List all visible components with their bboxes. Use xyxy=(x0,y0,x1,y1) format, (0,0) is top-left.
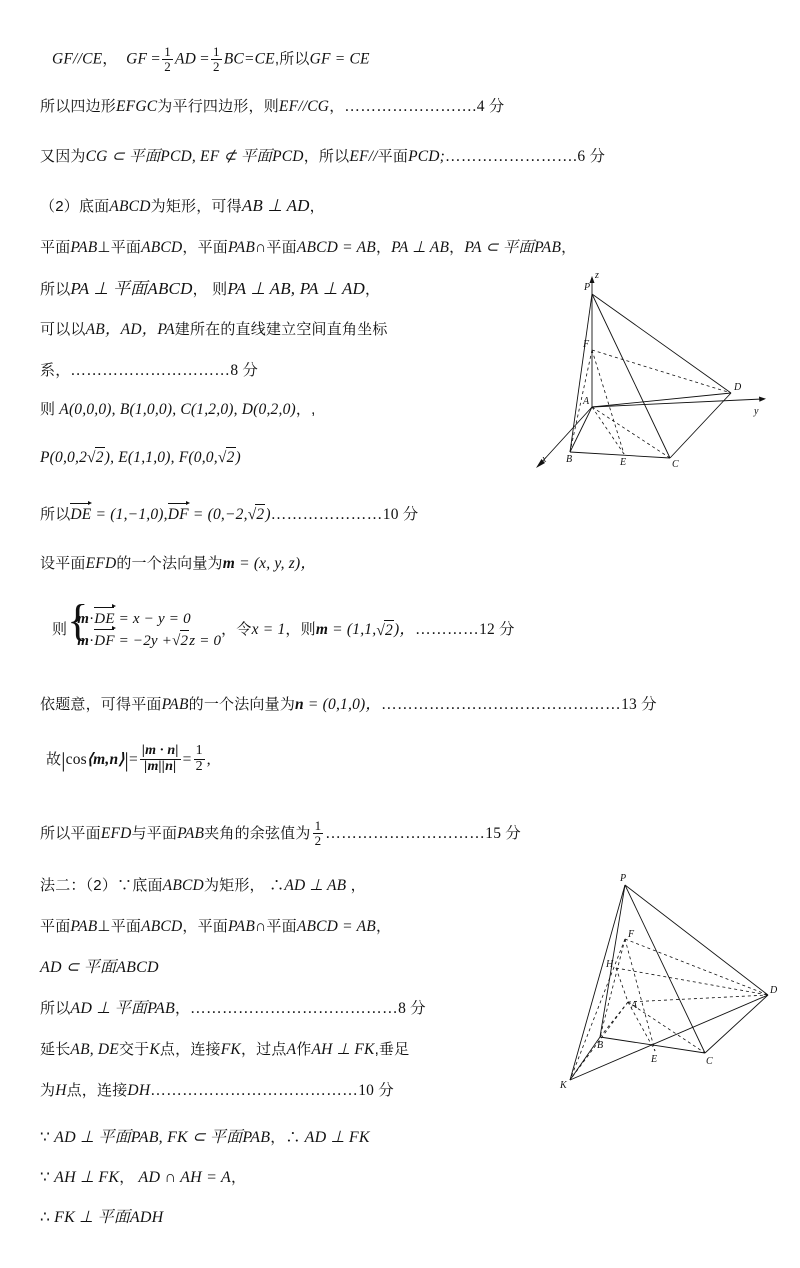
text-span: 系， xyxy=(40,362,71,379)
text-span: （2）底面 xyxy=(40,198,110,215)
text-span: PAB xyxy=(70,918,98,935)
text-span: GF = CE xyxy=(309,50,370,68)
text-span: A xyxy=(286,1041,297,1058)
solution-line-20 xyxy=(40,999,426,1019)
text-span: 依题意，可得平面 xyxy=(40,696,162,713)
text-span: = xyxy=(200,50,210,68)
text-span: ABCD xyxy=(109,198,151,215)
axis-label-x: x xyxy=(542,454,547,465)
fraction-half-answer: $\frac{1}{2}$ xyxy=(314,818,322,848)
text-span: ) xyxy=(235,449,241,466)
figure-1-svg xyxy=(500,262,780,492)
text-span: P(0,0,2 xyxy=(40,449,88,466)
text-span: BC xyxy=(223,50,244,68)
text-span: 所以 xyxy=(40,506,71,523)
leader-dots: ……………………. xyxy=(445,148,578,165)
text-span: ，∴ xyxy=(270,1129,301,1146)
text-span: AD ⊥ AB xyxy=(284,877,347,894)
figure-2 xyxy=(500,865,780,1105)
point-label-F: F xyxy=(583,339,590,350)
text-span: 为 xyxy=(40,1082,56,1099)
text-span: AB, DE xyxy=(70,1041,119,1058)
text-span: ， xyxy=(561,239,577,256)
text-span: 设平面 xyxy=(40,555,86,572)
score-mark: 8 分 xyxy=(230,362,259,379)
text-span: x = 1 xyxy=(251,621,286,638)
solution-line-10 xyxy=(40,447,241,468)
leader-dots: ……………………………………… xyxy=(381,696,622,713)
text-span: ⊥平面 xyxy=(97,239,142,256)
solution-line-21 xyxy=(40,1040,409,1060)
text-span: ABCD xyxy=(141,918,183,935)
text-span: m xyxy=(222,555,236,572)
text-span: = (0,1,0)， xyxy=(303,696,382,713)
sqrt-2: √2 xyxy=(87,449,104,466)
text-span: ， xyxy=(346,877,366,894)
point-label-H: H xyxy=(606,959,614,970)
solution-line-18 xyxy=(40,917,391,937)
text-span: FK ⊥ 平面ADH xyxy=(54,1209,164,1226)
text-span: 点，连接 xyxy=(66,1082,128,1099)
point-label-A: A xyxy=(631,1000,638,1011)
text-span: 平面 xyxy=(266,239,297,256)
text-span: ，平面 xyxy=(182,918,228,935)
score-mark: 8 分 xyxy=(398,1000,426,1017)
text-span: n xyxy=(295,696,304,713)
point-label-K: K xyxy=(560,1080,567,1091)
text-span: 则 xyxy=(40,401,56,418)
leader-dots: ………………………… xyxy=(70,362,231,379)
solution-line-24 xyxy=(40,1168,246,1188)
text-span: ,所以 xyxy=(274,50,310,68)
point-label-B: B xyxy=(597,1040,604,1051)
text-span: 所以 xyxy=(40,281,71,298)
score-mark: 10 分 xyxy=(382,506,419,523)
text-span: = (0,−2, xyxy=(188,506,248,523)
text-span: =CE xyxy=(243,50,275,68)
text-span: 平面 xyxy=(266,918,297,935)
text-span: 夹角的余弦值为 xyxy=(204,825,311,843)
solution-line-19 xyxy=(40,958,159,978)
vector-DF: DF xyxy=(168,505,189,525)
text-span: PAB xyxy=(227,239,255,256)
text-span: 交于 xyxy=(118,1041,150,1058)
text-span: = (1,−1,0), xyxy=(91,506,168,523)
text-span: 故 xyxy=(46,751,62,769)
text-span: m xyxy=(315,621,329,638)
text-span: AB ⊥ AD xyxy=(241,196,310,215)
text-span: ， xyxy=(365,281,381,298)
vector-DE: DE xyxy=(70,505,91,525)
leader-dots: ………………… xyxy=(270,506,383,523)
leader-dots: ……………………. xyxy=(344,98,477,115)
text-span: ， xyxy=(102,50,118,68)
text-span: ， xyxy=(230,1169,247,1186)
cos-operator: cos xyxy=(65,751,87,769)
text-span: EFGC xyxy=(116,98,158,115)
text-span: ， xyxy=(375,239,392,256)
text-span: 则 xyxy=(52,621,68,638)
text-span: A(0,0,0), B(1,0,0), C(1,2,0), D(0,2,0) xyxy=(59,401,296,418)
text-span: = (x, y, z)， xyxy=(235,555,317,572)
text-span: 为矩形，可得 xyxy=(150,198,242,215)
angle-bracket-mn: ⟨m,n⟩ xyxy=(86,751,125,769)
axis-label-z: z xyxy=(595,270,599,281)
vector-DE-2: DE xyxy=(94,609,114,630)
text-span: EFD xyxy=(85,555,117,572)
solution-line-11 xyxy=(40,504,418,525)
point-label-D: D xyxy=(770,985,778,996)
solution-line-25 xyxy=(40,1208,163,1228)
text-span: K xyxy=(149,1041,160,1058)
text-span: EFD xyxy=(100,825,132,843)
solution-line-17 xyxy=(40,876,366,896)
text-span: ABCD = AB xyxy=(296,239,376,256)
text-span: PA ⊥ AB, PA ⊥ AD xyxy=(227,279,366,298)
text-span: H xyxy=(55,1082,67,1099)
equals: = xyxy=(128,751,138,769)
text-span: 与平面 xyxy=(131,825,178,843)
text-span: AD ⊥ 平面PAB, FK ⊂ 平面PAB xyxy=(54,1129,271,1146)
text-span: ，则 xyxy=(285,621,316,638)
solution-line-13 xyxy=(52,608,515,652)
solution-line-3 xyxy=(40,147,605,167)
text-span: AD ∩ AH = A xyxy=(138,1169,231,1186)
solution-line-2 xyxy=(40,97,505,117)
intersect-symbol: ∩ xyxy=(255,239,267,256)
text-span: 平面 xyxy=(40,918,71,935)
figure-2-svg xyxy=(500,865,780,1105)
text-span: ， 则 xyxy=(192,281,228,298)
text-span: 平面 xyxy=(377,148,409,165)
text-span: ,垂足 xyxy=(374,1041,410,1058)
score-mark: 13 分 xyxy=(621,696,657,713)
text-span: ， xyxy=(449,239,465,256)
text-span: 为矩形， ∴ xyxy=(203,877,285,894)
point-label-C: C xyxy=(672,459,679,470)
equals-2: = xyxy=(182,751,192,769)
solution-line-8 xyxy=(40,361,258,381)
text-span: 法二：（2）∵底面 xyxy=(40,877,163,894)
text-span: ，平面 xyxy=(182,239,228,256)
score-mark: 6 分 xyxy=(577,148,606,165)
leader-dots: ………………………… xyxy=(325,825,486,843)
text-span: AD ⊂ 平面ABCD xyxy=(40,959,159,976)
sqrt-2-e: √2 xyxy=(376,621,393,639)
abs-bar-2: | xyxy=(124,747,129,772)
solution-line-4 xyxy=(40,196,325,217)
text-span: AD xyxy=(174,50,196,68)
text-span: PCD; xyxy=(408,148,446,165)
text-span: AB，AD，PA xyxy=(85,321,175,338)
leader-dots: ………… xyxy=(415,621,480,638)
solution-line-12 xyxy=(40,554,316,574)
text-span: ， xyxy=(329,98,345,115)
point-label-F: F xyxy=(628,929,635,940)
text-span: 作 xyxy=(296,1041,312,1058)
text-span: ，所以 xyxy=(303,148,350,165)
solution-line-22 xyxy=(40,1081,394,1101)
text-span: = xyxy=(151,50,161,68)
text-span: ABCD xyxy=(162,877,204,894)
figure-1 xyxy=(500,262,780,492)
sqrt-2-c: √2 xyxy=(247,506,265,523)
leader-dots: ………………………………… xyxy=(190,1000,399,1017)
text-span: ABCD xyxy=(141,239,183,256)
solution-line-5 xyxy=(40,238,576,258)
text-span: PA ⊥ AB xyxy=(391,239,450,256)
text-span: AD ⊥ 平面PAB xyxy=(70,1000,175,1017)
text-span: PAB xyxy=(227,918,255,935)
fraction-half-result: $\frac{1}{2}$ xyxy=(195,743,203,774)
point-label-P: P xyxy=(620,873,627,884)
text-span: 平面 xyxy=(40,239,71,256)
text-span: 为平行四边形，则 xyxy=(157,98,279,115)
equation-row-2: m· DF = −2y +√2z = 0 xyxy=(77,630,221,652)
text-span: 所以 xyxy=(40,1000,71,1017)
text-span: AH ⊥ FK xyxy=(54,1169,120,1186)
point-label-E: E xyxy=(620,457,627,468)
sqrt-2-d: √2 xyxy=(172,630,189,652)
text-span: PAB xyxy=(161,696,189,713)
text-span: 延长 xyxy=(40,1041,71,1058)
point-label-D: D xyxy=(734,382,742,393)
text-span: 建所在的直线建立空间直角坐标 xyxy=(174,321,388,338)
point-label-A: A xyxy=(583,396,590,407)
text-span: 又因为 xyxy=(40,148,86,165)
equation-system xyxy=(77,609,221,652)
text-span: PA ⊥ 平面ABCD xyxy=(70,279,193,298)
text-span: GF//CE xyxy=(52,50,103,68)
text-span: PAB xyxy=(70,239,98,256)
therefore-symbol: ∴ xyxy=(40,1209,51,1226)
text-span: )， xyxy=(394,621,416,638)
fraction-one-half: $\frac{1}{2}$ xyxy=(164,44,171,74)
solution-line-1 xyxy=(52,46,370,74)
solution-line-16 xyxy=(40,820,521,848)
text-span: FK xyxy=(220,1041,241,1058)
text-span: , xyxy=(206,751,211,769)
point-label-E: E xyxy=(651,1054,658,1065)
abs-bar: | xyxy=(61,747,66,772)
score-mark: 10 分 xyxy=(358,1082,394,1099)
text-span: 的一个法向量为 xyxy=(116,555,223,572)
axis-label-y: y xyxy=(754,406,759,417)
text-span: ), E(1,1,0), F(0,0, xyxy=(104,449,218,466)
text-span: ， xyxy=(174,1000,191,1017)
solution-line-6 xyxy=(40,279,380,300)
sqrt-2-b: √2 xyxy=(217,449,235,466)
text-span: CG ⊂ 平面PCD, EF ⊄ 平面PCD xyxy=(85,148,304,165)
text-span: EF// xyxy=(349,148,378,165)
solution-line-14 xyxy=(40,695,657,715)
leader-dots: ………………………………… xyxy=(150,1082,359,1099)
solution-line-7 xyxy=(40,320,388,340)
text-span: 所以四边形 xyxy=(40,98,117,115)
score-mark: 4 分 xyxy=(476,98,505,115)
brace-left xyxy=(67,608,77,652)
text-span: DH xyxy=(127,1082,151,1099)
text-span: PA ⊂ 平面PAB xyxy=(464,239,562,256)
text-span: ABCD = AB xyxy=(296,918,376,935)
equation-row-1: m· DE = x − y = 0 xyxy=(77,609,221,630)
text-span: ⊥平面 xyxy=(97,918,142,935)
text-span: ，过点 xyxy=(240,1041,287,1058)
solution-line-15 xyxy=(46,745,211,775)
text-span: = (1,1, xyxy=(328,621,377,638)
text-span: 的一个法向量为 xyxy=(188,696,296,713)
score-mark: 12 分 xyxy=(479,621,515,638)
vector-DF-2: DF xyxy=(94,631,114,652)
text-span: ， xyxy=(375,918,392,935)
solution-line-23 xyxy=(40,1128,370,1148)
text-span: ， xyxy=(119,1169,135,1186)
point-label-C: C xyxy=(706,1056,713,1067)
point-label-B: B xyxy=(566,454,573,465)
fraction-one-half-2: $\frac{1}{2}$ xyxy=(213,44,220,74)
text-span: ，令 xyxy=(221,621,252,638)
text-span: AD ⊥ FK xyxy=(304,1129,370,1146)
solution-line-9 xyxy=(40,400,315,420)
text-span: PAB xyxy=(177,825,205,843)
text-span: GF xyxy=(126,50,148,68)
text-span: 可以以 xyxy=(40,321,86,338)
intersect-symbol-2: ∩ xyxy=(255,918,267,935)
text-span: EF//CG xyxy=(278,98,330,115)
text-span: 所以平面 xyxy=(40,825,101,843)
fraction-dot-product: $\frac{|m \cdot n|}{|m||n|}$ xyxy=(141,743,179,774)
point-label-P: P xyxy=(584,282,591,293)
text-span: ， xyxy=(309,198,325,215)
text-span: ，, xyxy=(295,401,316,418)
text-span: 点，连接 xyxy=(159,1041,221,1058)
text-span: AH ⊥ FK xyxy=(311,1041,375,1058)
text-span: ) xyxy=(265,506,271,523)
therefore-because-symbol: ∵ xyxy=(40,1129,51,1146)
because-symbol: ∵ xyxy=(40,1169,51,1186)
score-mark: 15 分 xyxy=(485,825,521,843)
